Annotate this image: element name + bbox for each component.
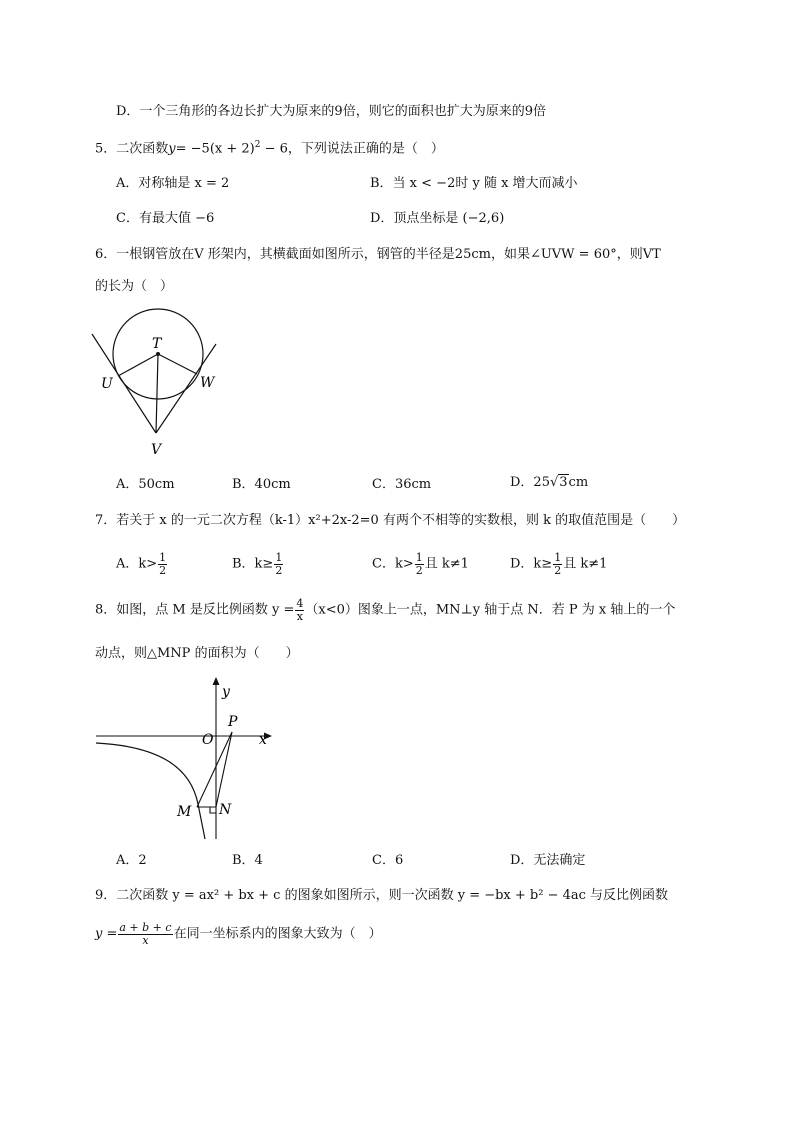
q6-option-d-prefix: D．25 xyxy=(510,475,550,490)
q6-figure xyxy=(90,308,230,460)
q6-line-tw xyxy=(158,354,197,374)
q8-stem-line2: 动点，则△MNP 的面积为（ ） xyxy=(95,646,299,661)
q5-eq-tail: − 6 xyxy=(260,141,288,157)
q8-label-n: N xyxy=(219,802,232,818)
q8-stem-pre: 8．如图，点 M 是反比例函数 y = xyxy=(95,602,295,618)
q7-stem: 7．若关于 x 的一元二次方程（k-1）x²+2x-2=0 有两个不相等的实数根，则 k 的取值范围是（ ） xyxy=(95,513,686,528)
q9-frac-den: x xyxy=(142,933,149,947)
q8-option-a: A．2 xyxy=(116,853,147,868)
q7-option-c xyxy=(372,552,469,576)
q5-stem-rest: ，下列说法正确的是（ ） xyxy=(287,141,444,157)
q5-option-d: D．顶点坐标是 (−2,6) xyxy=(370,211,505,226)
q8-label-m: M xyxy=(177,804,192,820)
q9-stem-post: 在同一坐标系内的图象大致为（ ） xyxy=(173,926,382,942)
q9-fraction xyxy=(118,922,172,946)
q6-option-c: C．36cm xyxy=(372,477,432,492)
q7-frac-num: 1 xyxy=(159,551,167,564)
q6-sqrt-sign: √ xyxy=(549,475,559,490)
q6-label-w: W xyxy=(200,375,215,391)
q9-frac-num: a + b + c xyxy=(119,921,172,934)
q5-eq-main: = −5(x + 2) xyxy=(175,141,255,157)
q6-stem-line2: 的长为（ ） xyxy=(95,279,174,294)
q6-label-u: U xyxy=(101,376,113,392)
q7-option-a-fraction xyxy=(158,552,167,576)
q7-frac-num: 1 xyxy=(415,551,423,564)
q5-option-a: A．对称轴是 x = 2 xyxy=(116,176,230,191)
q7-frac-num: 1 xyxy=(554,551,562,564)
q8-stem-post: （x<0）图象上一点，MN⊥y 轴于点 N．若 P 为 x 轴上的一个 xyxy=(305,602,676,618)
q8-option-c: C．6 xyxy=(372,853,404,868)
q5-option-b: B．当 x < −2时 y 随 x 增大而减小 xyxy=(370,176,578,191)
q7-option-d-condition: 且 k≠1 xyxy=(563,556,608,572)
q4-option-d: D．一个三角形的各边长扩大为原来的9倍，则它的面积也扩大为原来的9倍 xyxy=(116,104,546,119)
q8-option-b: B．4 xyxy=(232,853,263,868)
q5-eq-y: y xyxy=(168,141,176,157)
q6-center-point xyxy=(156,352,160,356)
q6-label-t: T xyxy=(152,336,162,352)
q7-frac-den: 2 xyxy=(159,563,167,577)
q9-stem-line2 xyxy=(95,922,382,946)
q7-option-c-fraction xyxy=(415,552,424,576)
q5-option-c: C．有最大值 −6 xyxy=(116,211,215,226)
q8-frac-den: x xyxy=(296,609,303,623)
q7-option-b-fraction xyxy=(274,552,283,576)
q8-option-d: D．无法确定 xyxy=(510,853,586,868)
q7-frac-num: 1 xyxy=(275,551,283,564)
q7-option-d-fraction xyxy=(553,552,562,576)
q8-fraction xyxy=(295,598,304,622)
q6-line-tu xyxy=(118,354,158,376)
q9-eq-y: y = xyxy=(95,926,118,942)
q8-y-axis-arrow xyxy=(213,677,220,685)
q7-frac-den: 2 xyxy=(275,563,283,577)
q6-line-tv xyxy=(156,354,158,433)
q8-label-o: O xyxy=(202,732,214,748)
q7-option-c-condition: 且 k≠1 xyxy=(424,556,469,572)
q8-hyperbola-branch xyxy=(96,743,205,839)
q8-label-x: x xyxy=(259,732,267,748)
q5-number: 5．二次函数 xyxy=(95,141,169,157)
q7-frac-den: 2 xyxy=(415,563,423,577)
q8-label-p: P xyxy=(228,714,238,730)
q6-option-a: A．50cm xyxy=(116,477,175,492)
q5-stem xyxy=(95,141,444,155)
q7-frac-den: 2 xyxy=(554,563,562,577)
q6-label-v: V xyxy=(151,442,162,458)
q7-option-d xyxy=(510,552,607,576)
q6-stem-line1: 6．一根钢管放在V 形架内，其横截面如图所示，钢管的半径是25cm，如果∠UVW = 60°，则VT xyxy=(95,247,661,262)
q8-figure xyxy=(94,674,284,844)
q7-option-c-text: C．k> xyxy=(372,556,414,572)
q7-option-d-text: D．k≥ xyxy=(510,556,553,572)
q5-eq-exponent: 2 xyxy=(254,140,261,150)
q8-right-angle-mark xyxy=(210,807,216,813)
q8-stem-line1 xyxy=(95,598,675,622)
q6-option-b: B．40cm xyxy=(232,477,291,492)
q9-stem-line1: 9．二次函数 y = ax² + bx + c 的图象如图所示，则一次函数 y = −bx + b² − 4ac 与反比例函数 xyxy=(95,888,669,903)
q7-option-a-text: A．k> xyxy=(116,556,158,572)
q8-label-y: y xyxy=(222,684,230,700)
q7-option-b-text: B．k≥ xyxy=(232,556,274,572)
q6-option-d-unit: cm xyxy=(568,475,589,490)
q8-segment-np xyxy=(216,732,232,807)
q6-option-d xyxy=(510,476,588,489)
q7-option-a xyxy=(116,552,168,576)
q7-option-b xyxy=(232,552,284,576)
q8-frac-num: 4 xyxy=(296,597,304,610)
q6-option-d-radicand: 3 xyxy=(559,475,568,490)
